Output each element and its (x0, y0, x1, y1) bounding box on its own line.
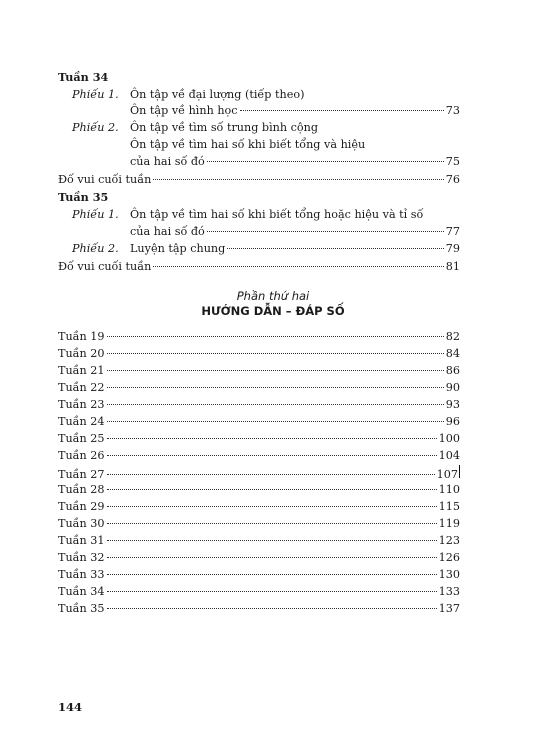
page-ref: 86 (445, 364, 460, 377)
dot-leader (107, 574, 437, 575)
toc-entry-phieu-2 (72, 120, 318, 135)
answer-row-tuan-19 (58, 329, 460, 344)
page-ref: 73 (445, 104, 460, 117)
row-label: Tuần 29 (58, 500, 105, 513)
entry-title: Ôn tập về đại lượng (tiếp theo) (130, 88, 305, 101)
toc-entry-phieu-1 (72, 207, 423, 222)
phieu-label: Phiếu 1. (72, 208, 119, 221)
page-ref: 100 (438, 432, 460, 445)
page-ref: 79 (445, 242, 460, 255)
dot-leader (107, 506, 437, 507)
row-label: Tuần 23 (58, 398, 105, 411)
row-label: Tuần 20 (58, 347, 105, 360)
dot-leader (107, 387, 444, 388)
page-ref: 104 (438, 449, 460, 462)
toc-entry-quiz (58, 172, 460, 187)
page-ref: 133 (438, 585, 460, 598)
entry-title: của hai số đó (130, 155, 205, 168)
entry-title: Đố vui cuối tuần (58, 173, 152, 186)
answer-row-tuan-24 (58, 414, 460, 429)
dot-leader (107, 421, 444, 422)
answer-row-tuan-26 (58, 448, 460, 463)
entry-title: Ôn tập về tìm số trung bình cộng (130, 121, 319, 134)
page-ref: 130 (438, 568, 460, 581)
row-label: Tuần 27 (58, 468, 105, 481)
dot-leader (107, 557, 437, 558)
dot-leader (107, 336, 444, 337)
page-ref: 119 (438, 517, 460, 530)
dot-leader (107, 489, 437, 490)
entry-title: Luyện tập chung (130, 242, 226, 255)
page-ref: 126 (438, 551, 460, 564)
dot-leader (107, 591, 437, 592)
answer-row-tuan-27 (58, 465, 460, 482)
dot-leader (107, 608, 437, 609)
page-ref: 84 (445, 347, 460, 360)
week-35-heading: Tuần 35 (58, 190, 109, 204)
answer-row-tuan-32 (58, 550, 460, 565)
part-label: Phần thứ hai (236, 289, 310, 303)
entry-title: Ôn tập về tìm hai số khi biết tổng hoặc hiệu và tỉ số (130, 208, 424, 221)
dot-leader (107, 404, 444, 405)
entry-title: Đố vui cuối tuần (58, 260, 152, 273)
row-label: Tuần 30 (58, 517, 105, 530)
dot-leader (107, 455, 437, 456)
row-label: Tuần 35 (58, 602, 105, 615)
dot-leader (107, 540, 437, 541)
toc-entry-line (130, 103, 460, 118)
answer-row-tuan-29 (58, 499, 460, 514)
dot-leader (107, 370, 444, 371)
dot-leader (207, 231, 444, 232)
toc-entry-phieu-2 (72, 241, 460, 256)
answer-row-tuan-34 (58, 584, 460, 599)
page-ref: 137 (438, 602, 460, 615)
toc-entry-line (130, 154, 460, 169)
answer-row-tuan-25 (58, 431, 460, 446)
row-label: Tuần 28 (58, 483, 105, 496)
page-ref: 82 (445, 330, 460, 343)
page-ref: 75 (445, 155, 460, 168)
row-label: Tuần 22 (58, 381, 105, 394)
dot-leader (107, 438, 437, 439)
page-ref: 90 (445, 381, 460, 394)
row-label: Tuần 33 (58, 568, 105, 581)
text-cursor (459, 465, 460, 478)
row-label: Tuần 19 (58, 330, 105, 343)
row-label: Tuần 26 (58, 449, 105, 462)
page-ref: 93 (445, 398, 460, 411)
page-ref: 81 (445, 260, 460, 273)
toc-entry-quiz (58, 259, 460, 274)
entry-title: của hai số đó (130, 225, 205, 238)
row-label: Tuần 24 (58, 415, 105, 428)
page-ref: 115 (438, 500, 460, 513)
answer-row-tuan-28 (58, 482, 460, 497)
page-ref: 110 (438, 483, 460, 496)
answer-row-tuan-20 (58, 346, 460, 361)
answer-row-tuan-22 (58, 380, 460, 395)
phieu-label: Phiếu 2. (72, 242, 119, 255)
part-title: HƯỚNG DẪN – ĐÁP SỐ (201, 304, 345, 318)
phieu-label: Phiếu 1. (72, 88, 119, 101)
dot-leader (107, 353, 444, 354)
dot-leader (107, 523, 437, 524)
answer-row-tuan-21 (58, 363, 460, 378)
row-label: Tuần 32 (58, 551, 105, 564)
answer-row-tuan-23 (58, 397, 460, 412)
dot-leader (240, 110, 444, 111)
phieu-label: Phiếu 2. (72, 121, 119, 134)
row-label: Tuần 25 (58, 432, 105, 445)
page-number: 144 (58, 700, 83, 714)
week-34-heading: Tuần 34 (58, 70, 109, 84)
answer-row-tuan-33 (58, 567, 460, 582)
answer-row-tuan-31 (58, 533, 460, 548)
dot-leader (153, 266, 443, 267)
row-label: Tuần 34 (58, 585, 105, 598)
dot-leader (153, 179, 443, 180)
entry-title: Ôn tập về tìm hai số khi biết tổng và hiệu (130, 138, 366, 151)
row-label: Tuần 31 (58, 534, 105, 547)
answer-row-tuan-30 (58, 516, 460, 531)
page-ref: 107 (436, 468, 458, 481)
page-ref: 123 (438, 534, 460, 547)
dot-leader (107, 474, 435, 475)
row-label: Tuần 21 (58, 364, 105, 377)
answer-row-tuan-35 (58, 601, 460, 616)
dot-leader (207, 161, 444, 162)
page-ref: 96 (445, 415, 460, 428)
page-ref: 77 (445, 225, 460, 238)
dot-leader (227, 248, 443, 249)
toc-entry-line (130, 224, 460, 239)
toc-entry-phieu-1 (72, 87, 304, 102)
entry-title: Ôn tập về hình học (130, 104, 238, 117)
page-ref: 76 (445, 173, 460, 186)
